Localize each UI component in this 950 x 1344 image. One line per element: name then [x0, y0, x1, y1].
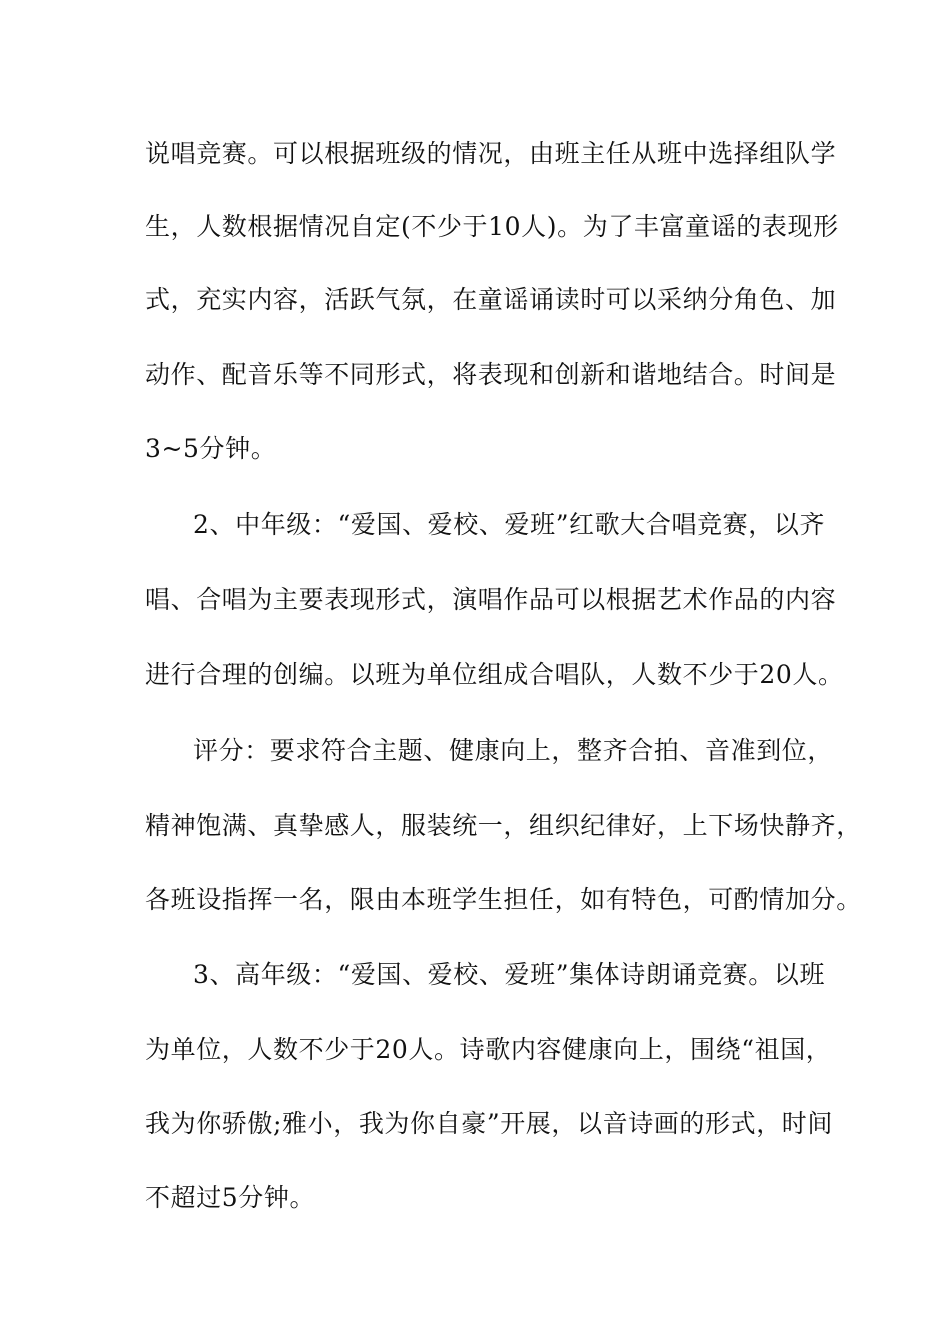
text-line: 各班设指挥一名，限由本班学生担任，如有特色，可酌情加分。: [145, 885, 862, 914]
text-line: 我为你骄傲;雅小，我为你自豪”开展，以音诗画的形式，时间: [145, 1109, 834, 1138]
text-line: 不超过5分钟。: [145, 1183, 316, 1212]
text-line: 生，人数根据情况自定(不少于10人)。为了丰富童谣的表现形: [145, 212, 839, 241]
text-line: 3~5分钟。: [145, 434, 277, 463]
text-line: 进行合理的创编。以班为单位组成合唱队，人数不少于20人。: [145, 660, 844, 689]
text-line: 2、中年级：“爱国、爱校、爱班”红歌大合唱竞赛，以齐: [193, 510, 826, 539]
text-line: 唱、合唱为主要表现形式，演唱作品可以根据艺术作品的内容: [145, 585, 837, 614]
text-line: 3、高年级：“爱国、爱校、爱班”集体诗朗诵竞赛。以班: [193, 960, 826, 989]
text-line: 精神饱满、真挚感人，服装统一，组织纪律好，上下场快静齐，: [145, 811, 862, 840]
text-line: 为单位，人数不少于20人。诗歌内容健康向上，围绕“祖国，: [145, 1035, 832, 1064]
text-line: 说唱竞赛。可以根据班级的情况，由班主任从班中选择组队学: [145, 139, 837, 168]
text-line: 评分：要求符合主题、健康向上，整齐合拍、音准到位，: [193, 736, 834, 765]
text-line: 动作、配音乐等不同形式，将表现和创新和谐地结合。时间是: [145, 360, 837, 389]
text-line: 式，充实内容，活跃气氛，在童谣诵读时可以采纳分角色、加: [145, 285, 837, 314]
